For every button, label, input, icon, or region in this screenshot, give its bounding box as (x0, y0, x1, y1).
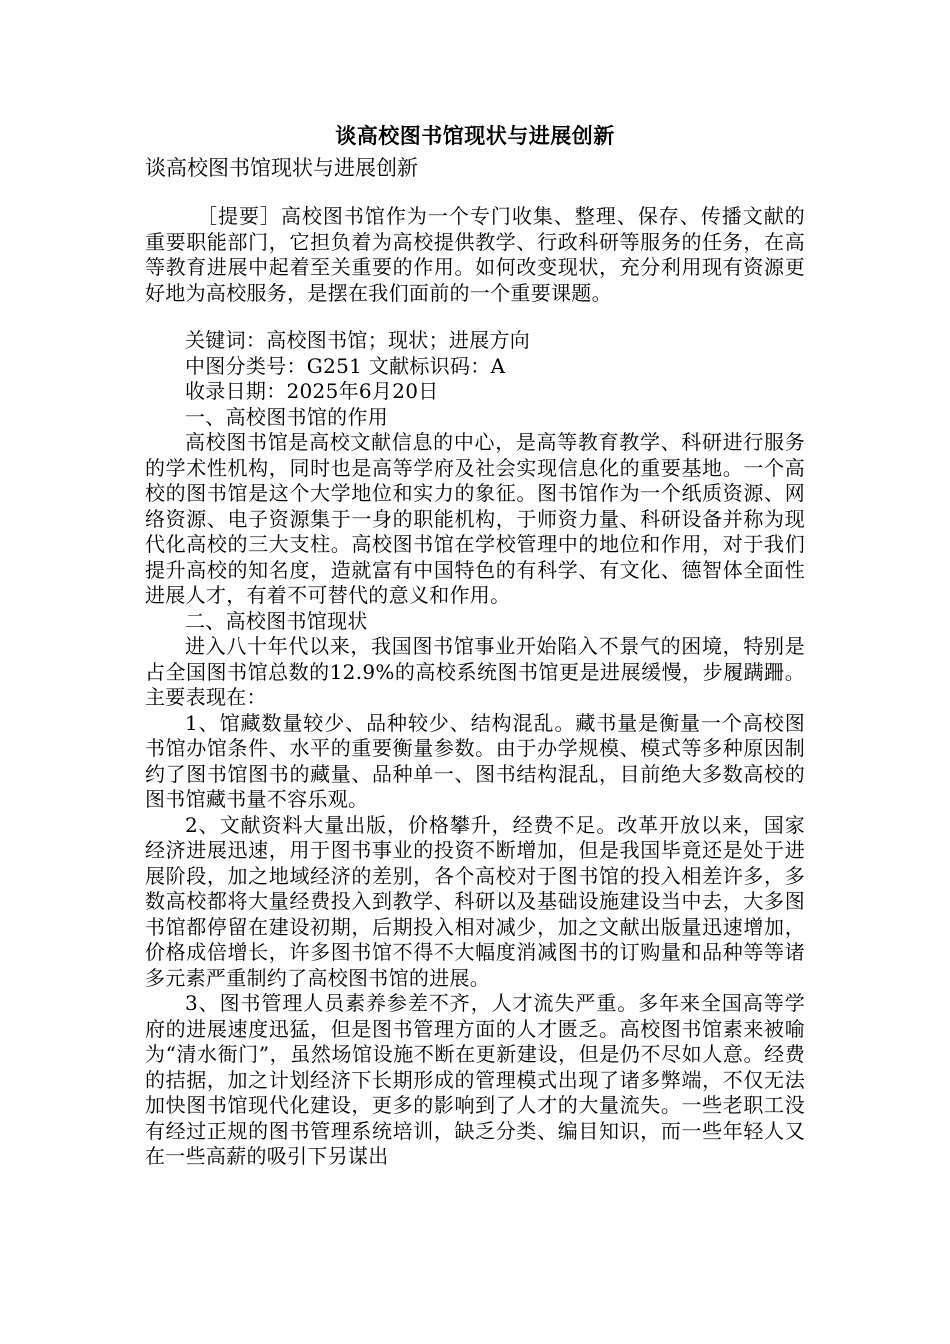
document-title: 谈高校图书馆现状与进展创新 (335, 123, 615, 148)
section-status-intro: 进入八十年代以来，我国图书馆事业开始陷入不景气的困境，特别是占全国图书馆总数的12.9%的高校系统图书馆更是进展缓慢，步履蹒跚。主要表现在： (145, 634, 805, 709)
section-heading-status: 二、高校图书馆现状 (185, 608, 368, 633)
received-date-line: 收录日期：2025年6月20日 (185, 379, 439, 403)
abstract-paragraph: ［提要］高校图书馆作为一个专门收集、整理、保存、传播文献的重要职能部门，它担负着为高校提供教学、行政科研等服务的任务，在高等教育进展中起着至关重要的作用。如何改变现状，充分利用现有资源更好地为高校服务，是摆在我们面前的一个重要课题。 (145, 204, 805, 305)
section-heading-role: 一、高校图书馆的作用 (185, 404, 388, 429)
document-subtitle: 谈高校图书馆现状与进展创新 (145, 156, 418, 180)
classification-line: 中图分类号：G251 文献标识码：A (185, 353, 506, 378)
document-body (145, 118, 805, 1170)
status-item-1: 1、馆藏数量较少、品种较少、结构混乱。藏书量是衡量一个高校图书馆办馆条件、水平的重要衡量参数。由于办学规模、模式等多种原因制约了图书馆图书的藏量、品种单一、图书结构混乱，目前绝大多数高校的图书馆藏书量不容乐观。 (145, 710, 805, 811)
keywords-line: 关键词：高校图书馆；现状；进展方向 (185, 328, 531, 352)
section-role-paragraph: 高校图书馆是高校文献信息的中心，是高等教育教学、科研进行服务的学术性机构，同时也是高等学府及社会实现信息化的重要基地。一个高校的图书馆是这个大学地位和实力的象征。图书馆作为一个纸质资源、网络资源、电子资源集于一身的职能机构，于师资力量、科研设备并称为现代化高校的三大支柱。高校图书馆在学校管理中的地位和作用，对于我们提升高校的知名度，造就富有中国特色的有科学、有文化、德智体全面性进展人才，有着不可替代的意义和作用。 (145, 430, 805, 607)
status-item-2: 2、文献资料大量出版，价格攀升，经费不足。改革开放以来，国家经济进展迅速，用于图书事业的投资不断增加，但是我国毕竟还是处于进展阶段，加之地域经济的差别，各个高校对于图书馆的投入相差许多，多数高校都将大量经费投入到教学、科研以及基础设施建设当中去，大多图书馆都停留在建设初期，后期投入相对减少，加之文献出版量迅速增加，价格成倍增长，许多图书馆不得不大幅度消减图书的订购量和品种等等诸多元素严重制约了高校图书馆的进展。 (145, 812, 805, 990)
status-item-3: 3、图书管理人员素养参差不齐，人才流失严重。多年来全国高等学府的进展速度迅猛，但是图书管理方面的人才匮乏。高校图书馆素来被喻为“清水衙门”，虽然场馆设施不断在更新建设，但是仍不尽如人意。经费的拮据，加之计划经济下长期形成的管理模式出现了诸多弊端，不仅无法加快图书馆现代化建设，更多的影响到了人才的大量流失。一些老职工没有经过正规的图书管理系统培训，缺乏分类、编目知识，而一些年轻人又在一些高薪的吸引下另谋出 (145, 991, 805, 1168)
